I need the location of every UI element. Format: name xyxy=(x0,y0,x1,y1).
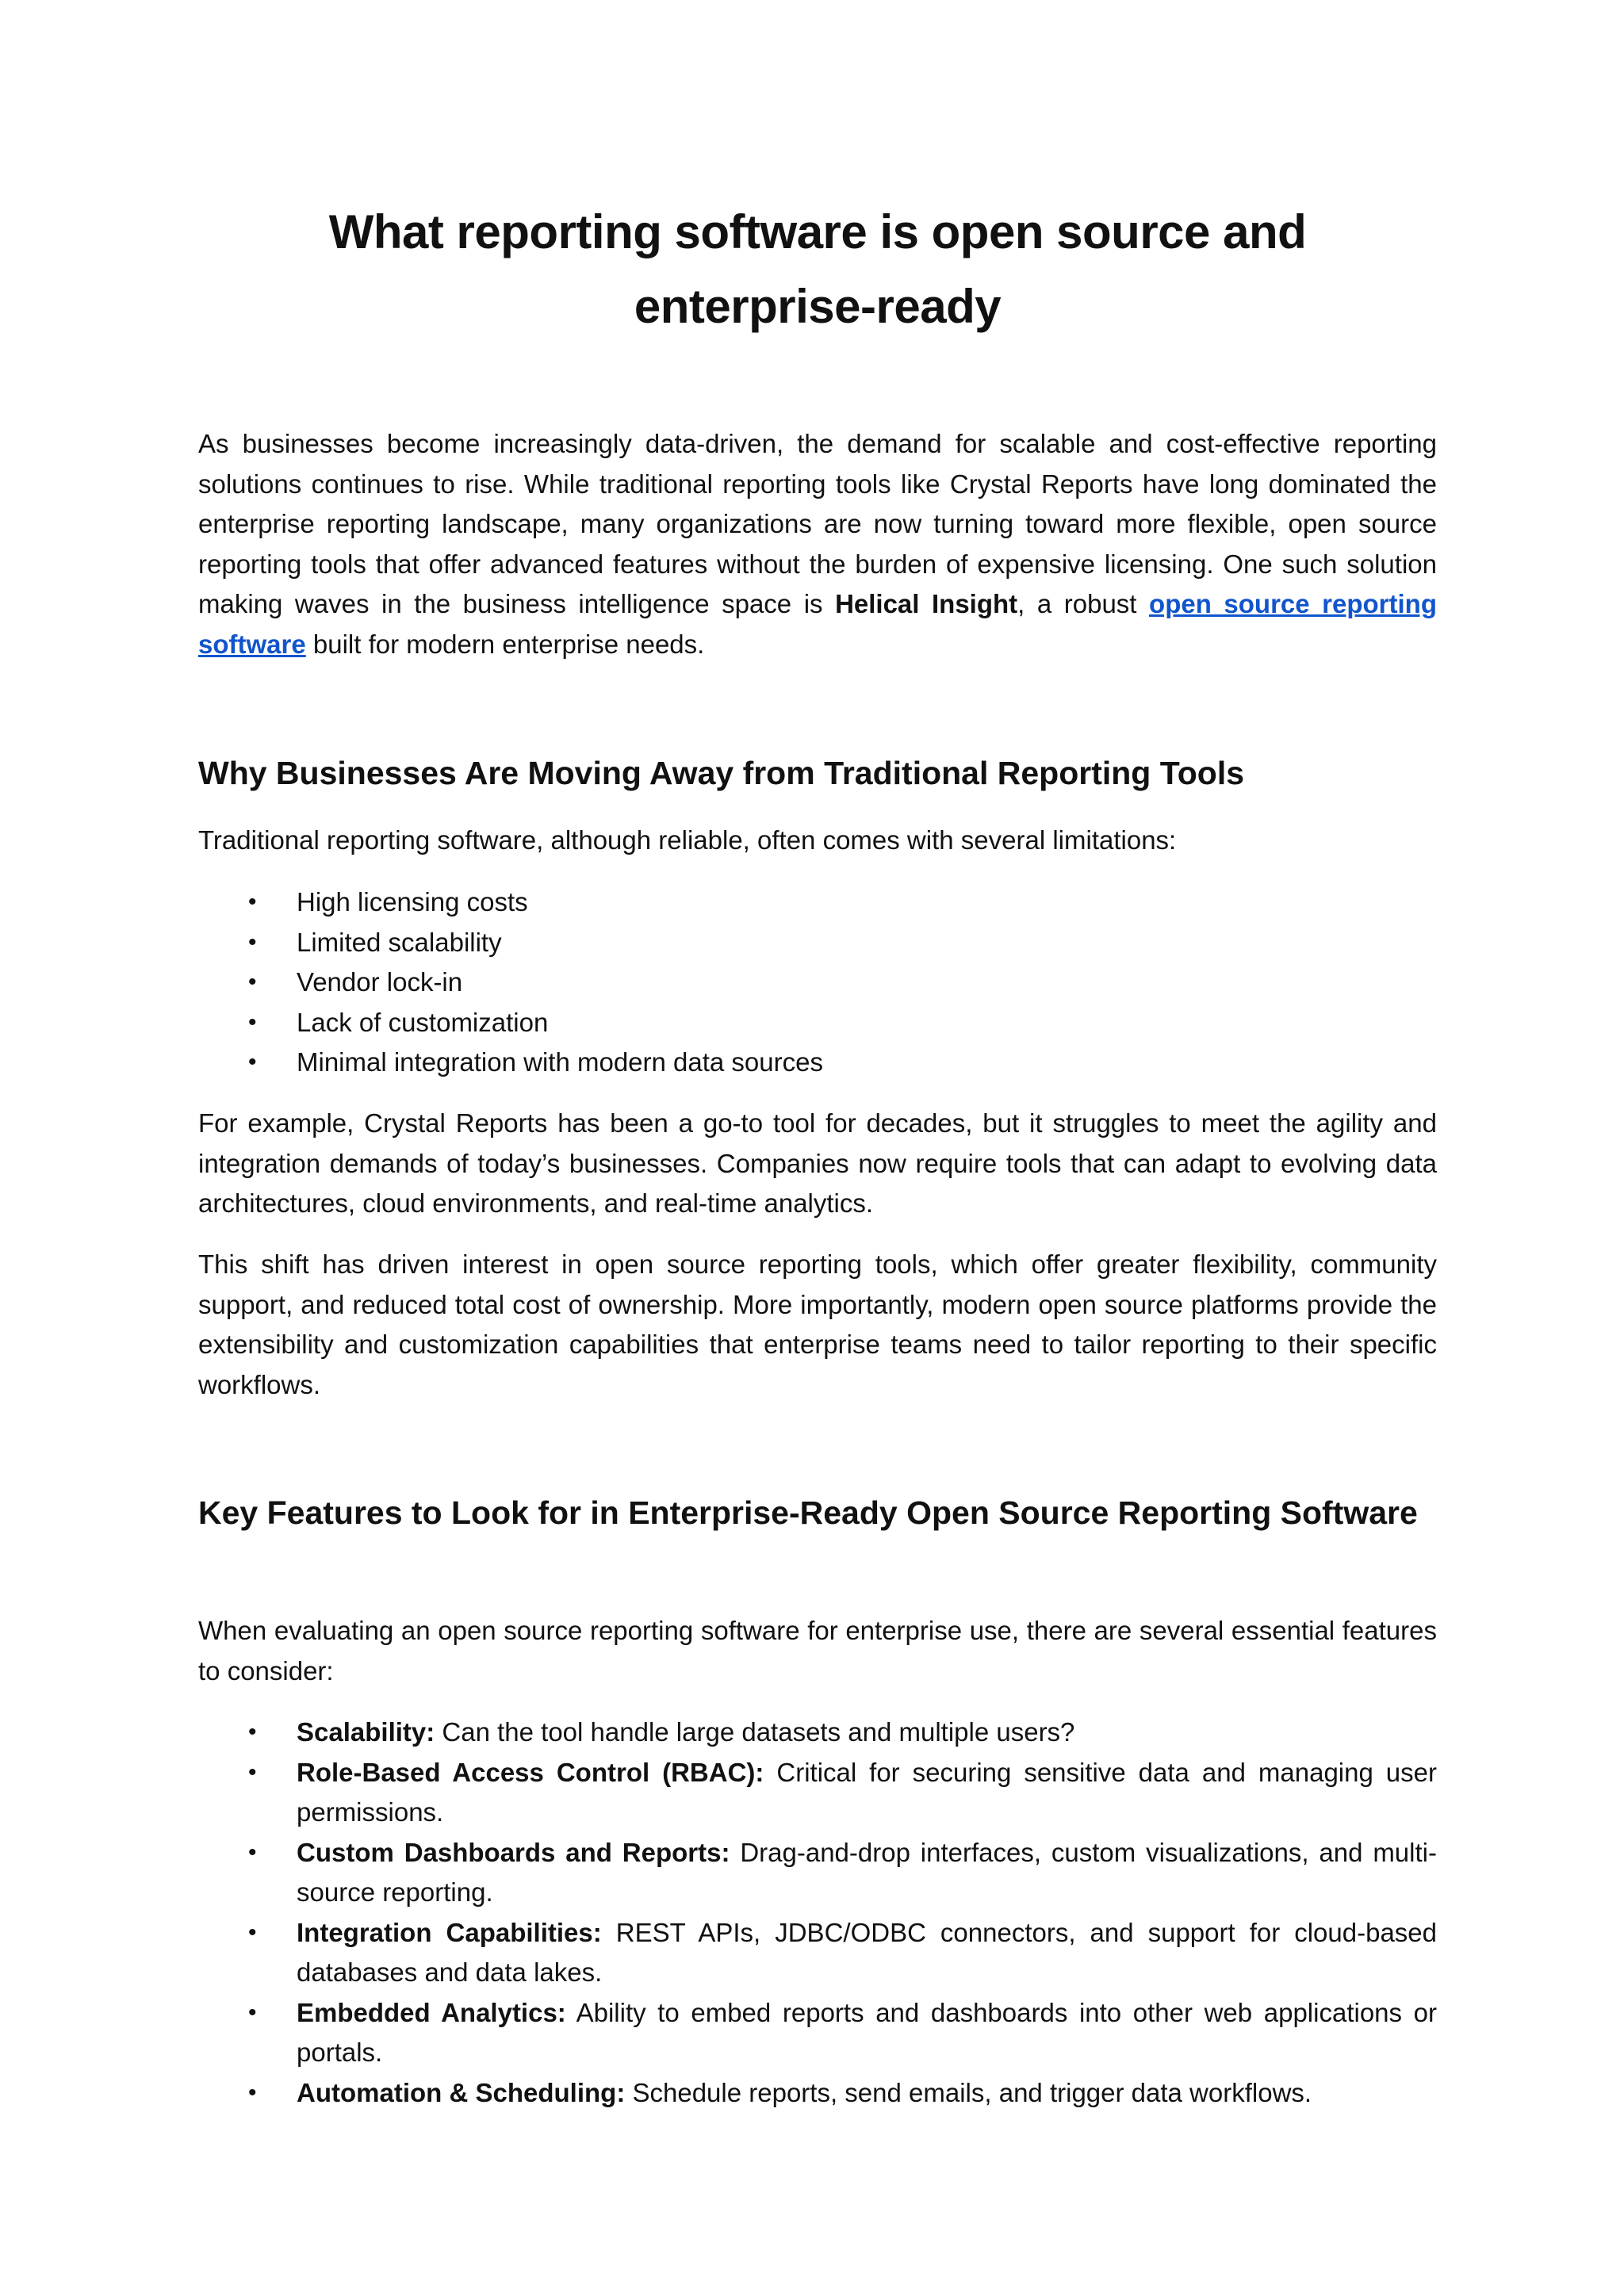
intro-paragraph xyxy=(198,424,1437,664)
intro-text-end: built for modern enterprise needs. xyxy=(305,629,705,659)
list-item: • Limited scalability xyxy=(198,923,1437,963)
feature-text: Critical for securing sensitive data and managing user permissions. xyxy=(297,1757,1437,1827)
feature-text: Can the tool handle large datasets and multiple users? xyxy=(435,1717,1075,1747)
list-item xyxy=(198,1753,1437,1833)
list-item xyxy=(198,1833,1437,1913)
list-item xyxy=(198,2073,1437,2114)
section2-lead: When evaluating an open source reporting software for enterprise use, there are several essential features to consider: xyxy=(198,1616,1437,1686)
bullet-icon: • xyxy=(248,2079,257,2106)
section1-paragraph-shift: This shift has driven interest in open source reporting tools, which offer greater flexibility, community support, and reduced total cost of ownership. More importantly, modern open source platforms provide the extensibility and customization capabilities that enterprise teams need to tailor reporting to their specific workflows. xyxy=(198,1249,1437,1399)
feature-text: Schedule reports, send emails, and trigger data workflows. xyxy=(625,2077,1312,2107)
title-line-2: enterprise-ready xyxy=(634,280,1002,333)
list-item xyxy=(198,1913,1437,1993)
feature-text: Ability to embed reports and dashboards into other web applications or portals. xyxy=(297,1997,1437,2067)
feature-label: Role-Based Access Control (RBAC): xyxy=(297,1757,764,1787)
bullet-icon: • xyxy=(248,1919,257,1946)
bullet-icon: • xyxy=(248,1049,257,1075)
section1-lead: Traditional reporting software, although reliable, often comes with several limitations: xyxy=(198,825,1177,855)
bullet-icon: • xyxy=(248,1999,257,2026)
list-item xyxy=(198,1712,1437,1753)
bullet-icon: • xyxy=(248,1839,257,1866)
section-heading-why-moving: Why Businesses Are Moving Away from Traditional Reporting Tools xyxy=(198,755,1245,791)
intro-text-middle: , a robust xyxy=(1017,589,1150,618)
title-line-1: What reporting software is open source and xyxy=(328,205,1307,258)
feature-label: Scalability: xyxy=(297,1717,435,1747)
feature-label: Embedded Analytics: xyxy=(297,1997,566,2027)
features-list xyxy=(198,1712,1437,2113)
list-item: • Lack of customization xyxy=(198,1003,1437,1043)
open-source-reporting-link[interactable]: open source reporting software xyxy=(198,589,1437,659)
list-item: • Vendor lock-in xyxy=(198,962,1437,1003)
bullet-icon: • xyxy=(248,889,257,915)
bullet-icon: • xyxy=(248,1758,257,1785)
feature-text: Drag-and-drop interfaces, custom visualizations, and multi-source reporting. xyxy=(297,1837,1437,1907)
bullet-icon: • xyxy=(248,1719,257,1745)
list-item: • Minimal integration with modern data sources xyxy=(198,1043,1437,1083)
list-item: • High licensing costs xyxy=(198,882,1437,923)
feature-text: REST APIs, JDBC/ODBC connectors, and support for cloud-based databases and data lakes. xyxy=(297,1917,1438,1987)
list-item xyxy=(198,1993,1437,2073)
section-heading-key-features: Key Features to Look for in Enterprise-Ready Open Source Reporting Software xyxy=(198,1494,1418,1531)
section1-paragraph-crystal: For example, Crystal Reports has been a go-to tool for decades, but it struggles to meet the agility and integration demands of today’s businesses. Companies now require tools that can adapt to evolving data architectures, cloud environments, and real-time analytics. xyxy=(198,1108,1437,1218)
feature-label: Integration Capabilities: xyxy=(297,1917,602,1947)
bullet-icon: • xyxy=(248,969,257,995)
limitations-list xyxy=(198,882,1437,1083)
feature-label: Custom Dashboards and Reports: xyxy=(297,1837,730,1867)
bullet-icon: • xyxy=(248,1008,257,1035)
helical-insight-bold: Helical Insight xyxy=(835,589,1018,618)
page-title xyxy=(198,195,1437,344)
bullet-icon: • xyxy=(248,928,257,955)
feature-label: Automation & Scheduling: xyxy=(297,2077,626,2107)
intro-text: As businesses become increasingly data-driven, the demand for scalable and cost-effective reporting solutions continues to rise. While traditional reporting tools like Crystal Reports have long dominated the enterprise reporting landscape, many organizations are now turning toward more flexible, open source reporting tools that offer advanced features without the burden of expensive licensing. One such solution making waves in the business intelligence space is xyxy=(198,429,1437,618)
